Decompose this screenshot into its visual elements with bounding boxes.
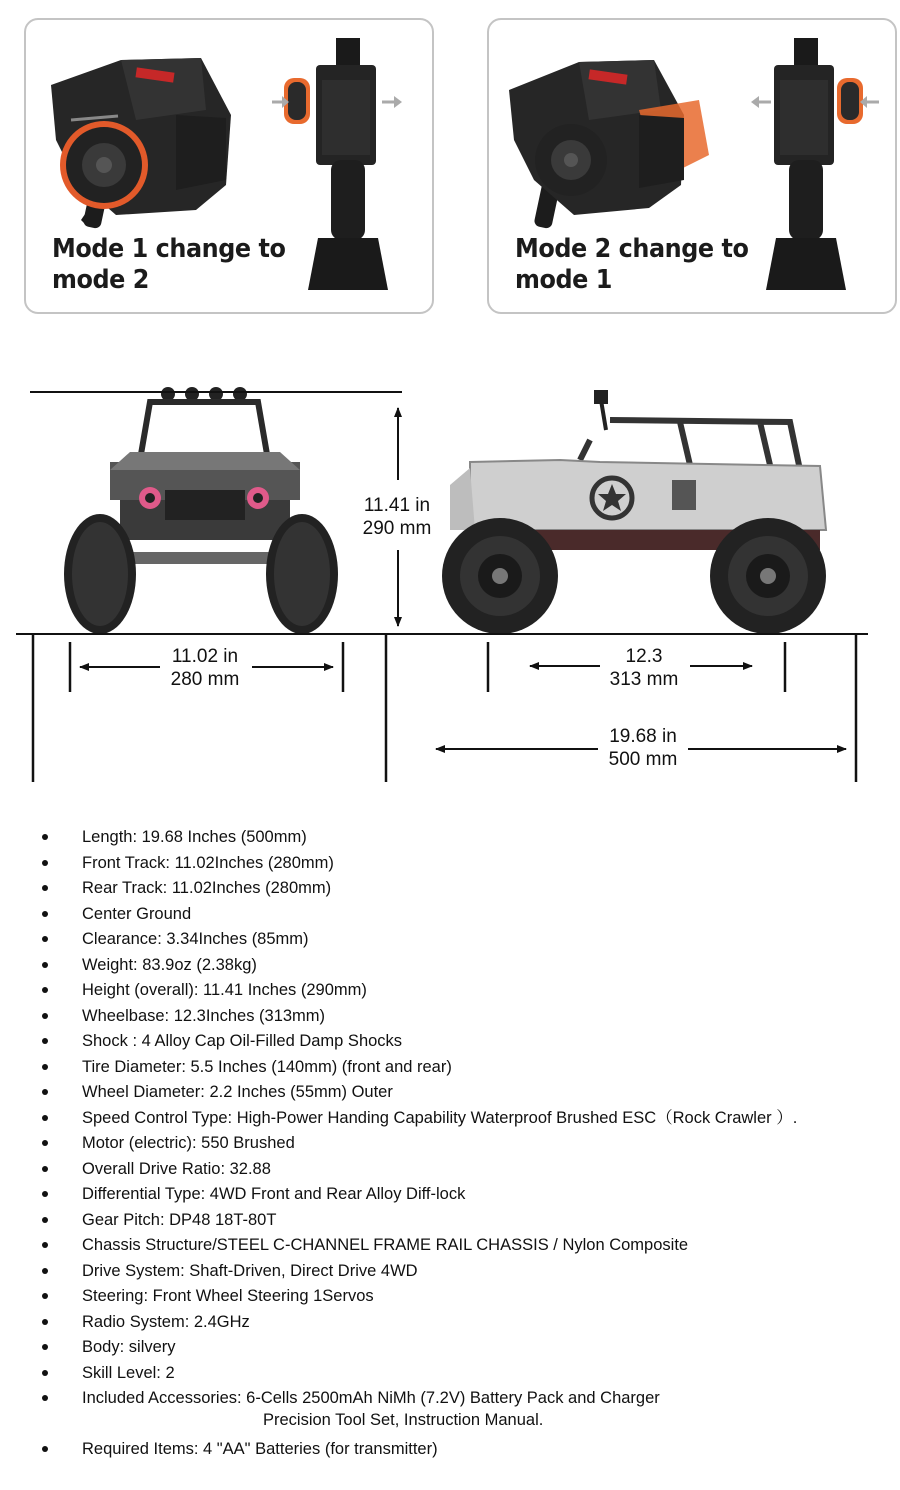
length-dimension — [598, 725, 688, 771]
height-mm: 290 mm — [362, 518, 432, 539]
spec-item: Center Ground — [40, 903, 880, 929]
spec-item: Wheelbase: 12.3Inches (313mm) — [40, 1005, 880, 1031]
dimension-diagram — [0, 380, 900, 790]
front-track-inches: 11.02 in — [171, 646, 239, 667]
spec-item-continuation: Precision Tool Set, Instruction Manual. — [263, 1411, 544, 1429]
spec-item: Tire Diameter: 5.5 Inches (140mm) (front and rear) — [40, 1056, 880, 1082]
spec-item: Gear Pitch: DP48 18T-80T — [40, 1209, 880, 1235]
spec-item: Steering: Front Wheel Steering 1Servos — [40, 1285, 880, 1311]
spec-item: Differential Type: 4WD Front and Rear Alloy Diff-lock — [40, 1183, 880, 1209]
spec-item-text: Included Accessories: 6-Cells 2500mAh NiMh (7.2V) Battery Pack and Charger — [82, 1389, 660, 1407]
spec-item: Body: silvery — [40, 1336, 880, 1362]
wheelbase-inches: 12.3 — [625, 646, 663, 667]
spec-item: Wheel Diameter: 2.2 Inches (55mm) Outer — [40, 1081, 880, 1107]
height-dimension — [352, 494, 442, 540]
mode-1-label: Mode 1 change to mode 2 — [52, 234, 286, 295]
spec-list — [40, 826, 880, 1464]
mode-2-label: Mode 2 change to mode 1 — [515, 234, 749, 295]
length-inches: 19.68 in — [609, 726, 677, 747]
spec-item: Rear Track: 11.02Inches (280mm) — [40, 877, 880, 903]
height-inches: 11.41 in — [363, 495, 431, 516]
spec-item: Radio System: 2.4GHz — [40, 1311, 880, 1337]
spec-item: Motor (electric): 550 Brushed — [40, 1132, 880, 1158]
spec-item — [40, 1387, 880, 1438]
spec-item: Clearance: 3.34Inches (85mm) — [40, 928, 880, 954]
spec-item: Shock : 4 Alloy Cap Oil-Filled Damp Shocks — [40, 1030, 880, 1056]
truck-side-view — [442, 390, 826, 634]
spec-item: Required Items: 4 "AA" Batteries (for transmitter) — [40, 1438, 880, 1464]
spec-item: Skill Level: 2 — [40, 1362, 880, 1388]
spec-item: Chassis Structure/STEEL C-CHANNEL FRAME RAIL CHASSIS / Nylon Composite — [40, 1234, 880, 1260]
spec-item: Overall Drive Ratio: 32.88 — [40, 1158, 880, 1184]
spec-item: Front Track: 11.02Inches (280mm) — [40, 852, 880, 878]
truck-front-view — [64, 387, 338, 634]
wheelbase-mm: 313 mm — [609, 669, 679, 690]
spec-item: Speed Control Type: High-Power Handing Capability Waterproof Brushed ESC（Rock Crawler ）. — [40, 1107, 880, 1133]
front-track-mm: 280 mm — [170, 669, 240, 690]
spec-item: Weight: 83.9oz (2.38kg) — [40, 954, 880, 980]
mode-2-panel — [487, 18, 897, 314]
spec-item: Drive System: Shaft-Driven, Direct Drive 4WD — [40, 1260, 880, 1286]
length-mm: 500 mm — [608, 749, 678, 770]
front-track-dimension — [160, 645, 250, 691]
spec-item: Length: 19.68 Inches (500mm) — [40, 826, 880, 852]
wheelbase-dimension — [600, 645, 688, 691]
mode-1-panel — [24, 18, 434, 314]
spec-item: Height (overall): 11.41 Inches (290mm) — [40, 979, 880, 1005]
